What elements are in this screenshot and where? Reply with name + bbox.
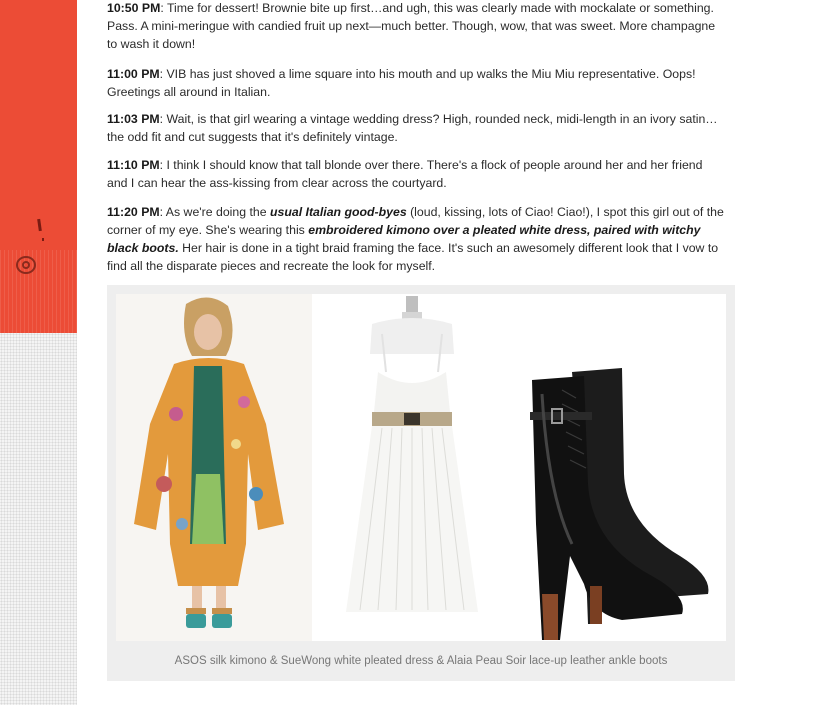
white-dress-photo[interactable] <box>312 294 512 641</box>
entry-1103: 11:03 PM: Wait, is that girl wearing a vintage wedding dress? High, rounded neck, midi-length in an ivory satin… the odd fit and cut suggests that it's definitely vintage. <box>107 112 718 144</box>
ankle-boots-photo[interactable] <box>512 294 726 641</box>
red-sidebar-band <box>0 0 77 333</box>
entry-time: 10:50 PM <box>107 1 161 15</box>
scratch-dot <box>42 238 44 241</box>
emphasis-text: embroidered kimono over a pleated white dress, paired with witchy <box>308 223 701 237</box>
entry-1050: 10:50 PM: Time for dessert! Brownie bite up first…and ugh, this was clearly made with mockalate or something. Pass. A mini-meringue with candied fruit up next—much better. Though, wow, that was sweet. More champagne to wash it down! <box>107 1 716 51</box>
entry-time: 11:10 PM <box>107 158 160 172</box>
entry-1110: 11:10 PM: I think I should know that tall blonde over there. There's a flock of people around her and her friend and I can hear the ass-kissing from clear across the courtyard. <box>107 158 703 190</box>
entry-time: 11:00 PM <box>107 67 160 81</box>
photo-caption: ASOS silk kimono & SueWong white pleated dress & Alaia Peau Soir lace-up leather ankle boots <box>174 655 668 667</box>
scratch-mark <box>37 219 42 231</box>
left-decorative-column <box>0 0 77 705</box>
emphasis-text: usual Italian good-byes <box>270 205 407 219</box>
kimono-photo[interactable] <box>116 294 312 641</box>
emphasis-text: black boots. <box>107 241 179 255</box>
entry-1120: 11:20 PM: As we're doing the usual Italian good-byes (loud, kissing, lots of Ciao! Ciao!), I spot this girl out of the corner of my eye. She's wearing this embroidered kimono over a pleated white dress, paired with witchy black boots. Her hair is done in a tight braid framing the face. It's such an awesomely different look that I vow to find all the disparate pieces and recreate the look for myself. <box>107 205 724 273</box>
entry-time: 11:03 PM <box>107 112 160 126</box>
rose-doodle-icon <box>16 256 36 274</box>
dotted-texture <box>0 333 77 705</box>
entry-time: 11:20 PM <box>107 205 160 219</box>
entry-1100: 11:00 PM: VIB has just shoved a lime square into his mouth and up walks the Miu Miu representative. Oops! Greetings all around in Italian. <box>107 67 696 99</box>
outfit-photo-collage <box>107 285 735 681</box>
